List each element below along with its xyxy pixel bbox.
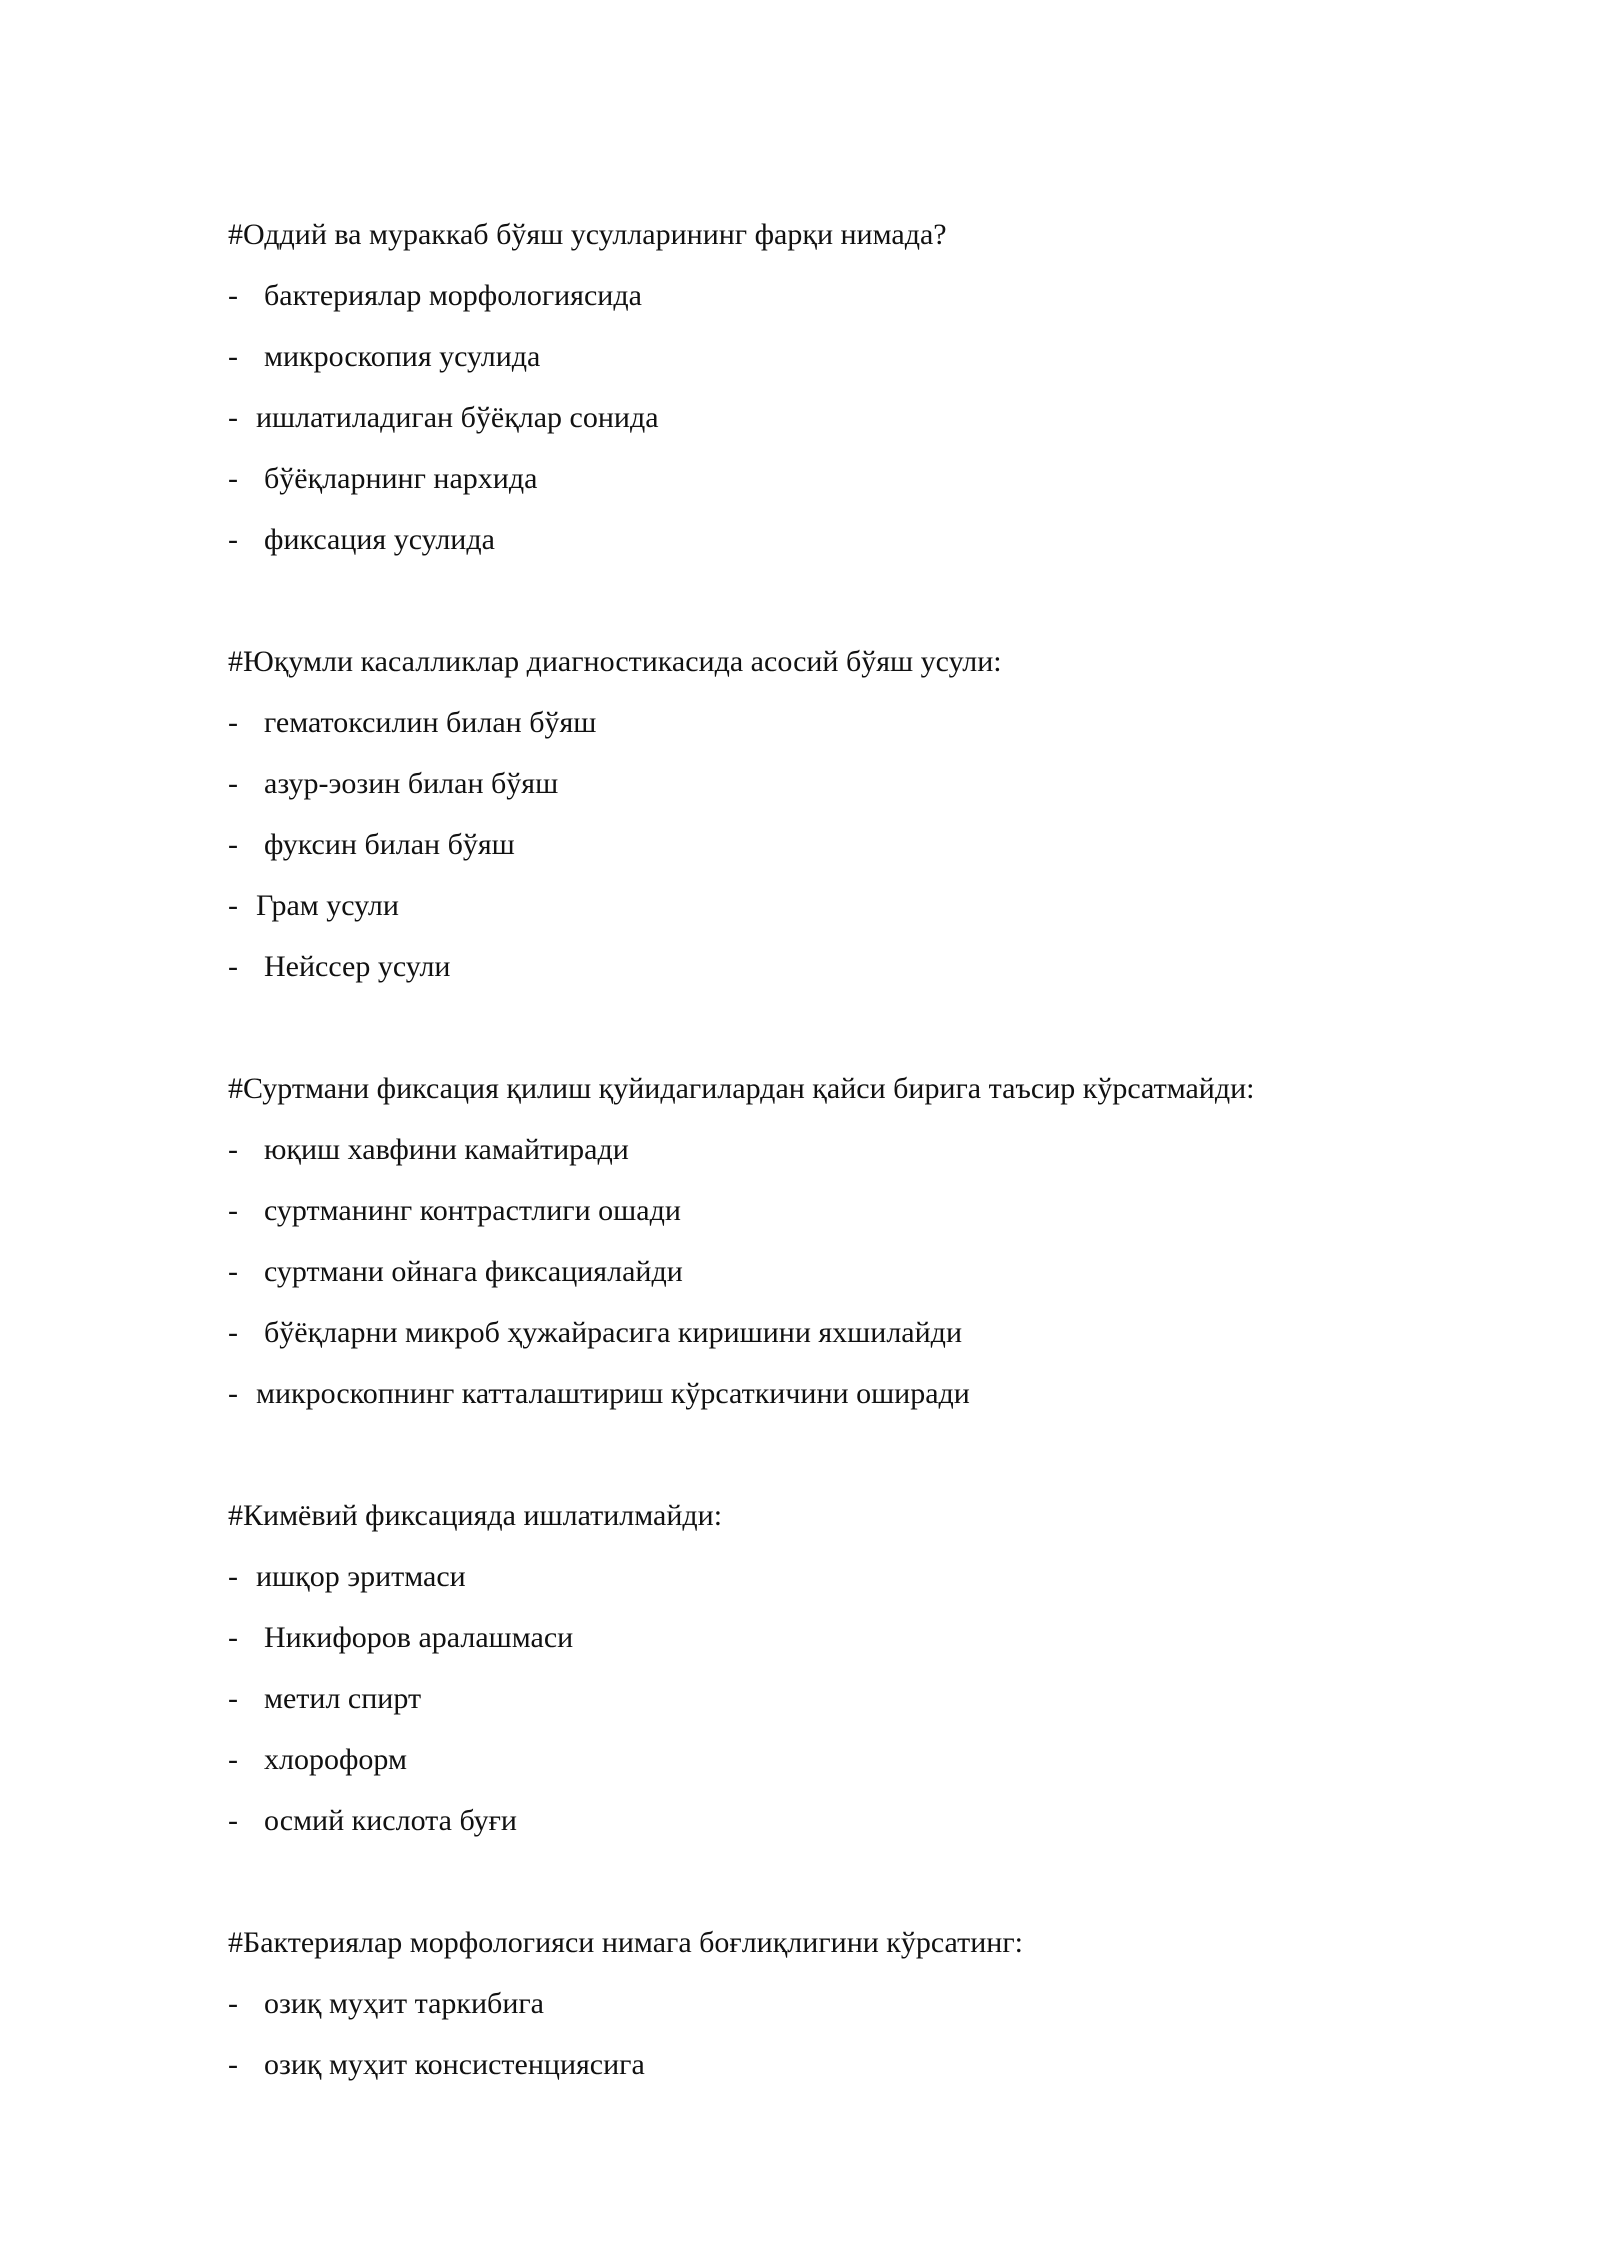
answer-text: Нейссер усули <box>264 950 451 983</box>
answer-dash: - <box>228 1377 238 1410</box>
answer-option <box>228 2034 1478 2095</box>
answer-option <box>228 1119 1478 1180</box>
answer-option <box>228 387 1478 448</box>
answer-dash: - <box>228 1804 238 1837</box>
answer-option <box>228 1668 1478 1729</box>
question-block <box>228 1912 1478 2095</box>
answer-text: Грам усули <box>256 889 399 922</box>
answer-text: фиксация усулида <box>264 523 495 556</box>
answer-option <box>228 448 1478 509</box>
answer-text: Никифоров аралашмаси <box>264 1621 574 1654</box>
answer-option <box>228 875 1478 936</box>
question-block <box>228 204 1478 570</box>
answer-text: бактериялар морфологиясида <box>264 279 642 312</box>
answer-text: осмий кислота буғи <box>264 1804 517 1837</box>
answer-dash: - <box>228 401 238 434</box>
answer-option <box>228 1180 1478 1241</box>
answer-option <box>228 1790 1478 1851</box>
answer-dash: - <box>228 1560 238 1593</box>
answer-dash: - <box>228 828 238 861</box>
answer-option <box>228 936 1478 997</box>
answer-dash: - <box>228 1194 238 1227</box>
answer-option <box>228 326 1478 387</box>
answer-text: хлороформ <box>264 1743 407 1776</box>
question-text: #Суртмани фиксация қилиш қуйидагилардан қайси бирига таъсир кўрсатмайди: <box>228 1072 1255 1105</box>
answer-dash: - <box>228 1743 238 1776</box>
question-text: #Оддий ва мураккаб бўяш усулларининг фарқи нимада? <box>228 218 947 251</box>
answer-dash: - <box>228 523 238 556</box>
answer-option <box>228 1363 1478 1424</box>
answer-option <box>228 1973 1478 2034</box>
question-text: #Кимёвий фиксацияда ишлатилмайди: <box>228 1499 723 1532</box>
answer-text: гематоксилин билан бўяш <box>264 706 597 739</box>
answer-dash: - <box>228 767 238 800</box>
answer-dash: - <box>228 1987 238 2020</box>
answer-dash: - <box>228 1316 238 1349</box>
answer-option <box>228 814 1478 875</box>
answer-dash: - <box>228 1621 238 1654</box>
answer-text: фуксин билан бўяш <box>264 828 515 861</box>
answer-dash: - <box>228 2048 238 2081</box>
answer-text: микроскопия усулида <box>264 340 541 373</box>
answer-text: ишқор эритмаси <box>256 1560 466 1593</box>
answer-option <box>228 265 1478 326</box>
answer-text: ишлатиладиган бўёқлар сонида <box>256 401 659 434</box>
answer-option <box>228 1302 1478 1363</box>
question-text: #Юқумли касалликлар диагностикасида асосий бўяш усули: <box>228 645 1002 678</box>
question-block <box>228 1485 1478 1851</box>
question-block <box>228 1058 1478 1424</box>
question-block <box>228 631 1478 997</box>
answer-option <box>228 1546 1478 1607</box>
answer-text: бўёқларнинг нархида <box>264 462 538 495</box>
answer-text: озиқ муҳит таркибига <box>264 1987 544 2020</box>
answer-option <box>228 753 1478 814</box>
answer-option <box>228 509 1478 570</box>
answer-dash: - <box>228 462 238 495</box>
answer-option <box>228 1241 1478 1302</box>
answer-dash: - <box>228 340 238 373</box>
answer-text: озиқ муҳит консистенциясига <box>264 2048 645 2081</box>
answer-dash: - <box>228 279 238 312</box>
answer-dash: - <box>228 950 238 983</box>
answer-dash: - <box>228 1133 238 1166</box>
answer-text: метил спирт <box>264 1682 422 1715</box>
answer-dash: - <box>228 889 238 922</box>
answer-option <box>228 692 1478 753</box>
answer-text: суртмани ойнага фиксациялайди <box>264 1255 683 1288</box>
answer-dash: - <box>228 706 238 739</box>
answer-option <box>228 1729 1478 1790</box>
answer-text: микроскопнинг катталаштириш кўрсаткичини оширади <box>256 1377 970 1410</box>
answer-dash: - <box>228 1682 238 1715</box>
answer-option <box>228 1607 1478 1668</box>
answer-text: юқиш хавфини камайтиради <box>264 1133 629 1166</box>
answer-text: бўёқларни микроб ҳужайрасига киришини яхшилайди <box>264 1316 962 1349</box>
answer-text: азур-эозин билан бўяш <box>264 767 559 800</box>
answer-dash: - <box>228 1255 238 1288</box>
question-text: #Бактериялар морфологияси нимага боғлиқлигини кўрсатинг: <box>228 1926 1023 1959</box>
answer-text: суртманинг контрастлиги ошади <box>264 1194 681 1227</box>
